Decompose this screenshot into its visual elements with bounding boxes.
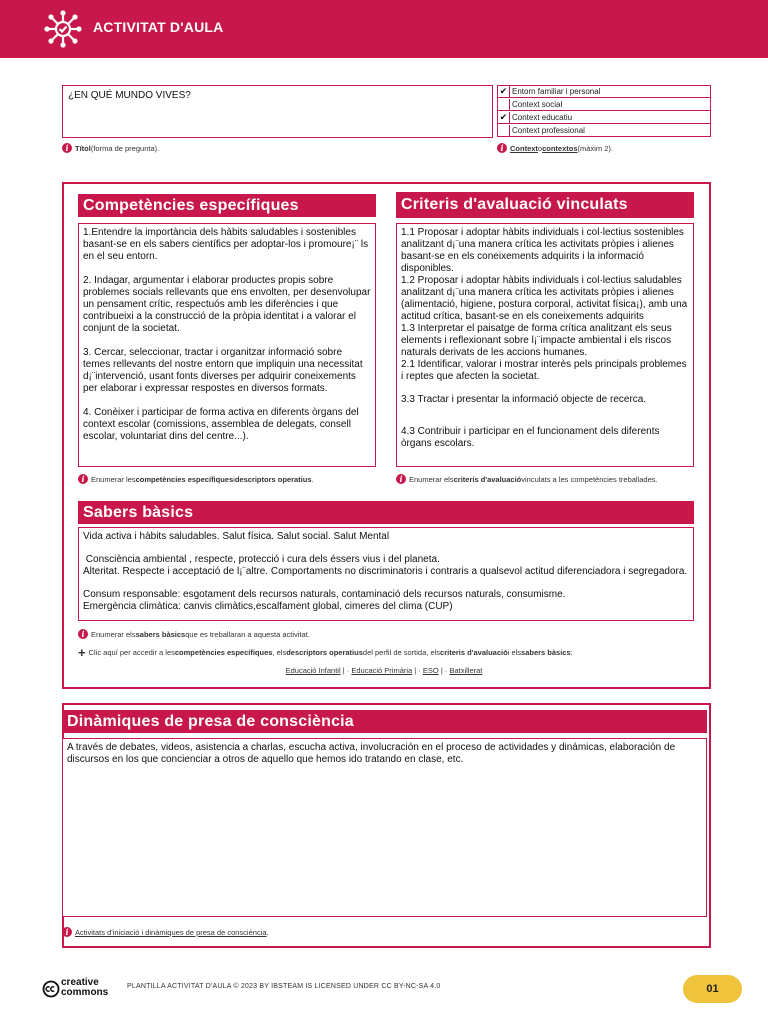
hint-text: : [570, 648, 573, 657]
link-eso[interactable]: ESO [422, 666, 439, 675]
link-separator: | · [412, 666, 423, 675]
stage-links [0, 666, 768, 675]
context-label: Entorn familiar i personal [512, 87, 601, 96]
criterion-item: 1.1 Proposar i adoptar hàbits individuals i col·lectius sostenibles analitzant d¡¨una manera crítica les activitats pròpies i alienes basant-se en els coneixements adquirits i la informació disponibles. [401, 227, 684, 274]
criteria-heading: Criteris d'avaluació vinculats [396, 192, 694, 218]
hint-text: , els [272, 648, 287, 657]
competency-item: 4. Conèixer i participar de forma activa en diferents òrgans del context escolar (comissions, assemblea de delegats, consell escolar, voluntariat dins del centre...). [83, 407, 359, 442]
molecule-logo-icon [42, 9, 84, 49]
context-checkbox[interactable] [498, 99, 510, 110]
link-separator: | · [438, 666, 450, 675]
cc-wordmark-top: creative [61, 977, 99, 988]
title-hint [62, 143, 159, 153]
header-bar [0, 0, 768, 58]
info-icon: i [497, 143, 507, 153]
context-label: Context social [512, 99, 563, 109]
curriculum-access-line [78, 644, 573, 660]
header-title: ACTIVITAT D'AULA [93, 19, 224, 35]
hint-text: Enumerar els [91, 629, 136, 639]
context-option-professional[interactable] [497, 124, 711, 137]
hint-text: que es treballaran a aquesta activitat. [185, 629, 310, 639]
competency-item: 1.Entendre la importància dels hàbits saludables i sostenibles basant-se en els sabers científics per adoptar-los i promoure¡¨ ls en el seu entorn. [83, 227, 369, 262]
competencies-hint [78, 474, 314, 484]
context-option-educatiu[interactable] [497, 111, 711, 124]
hint-bold: sabers bàsics [135, 629, 186, 639]
competency-item: 2. Indagar, argumentar i elaborar productes propis sobre problemes socials rellevants que ens envolten, per desenvolupar un pensament crític, respectuós amb les diferències i que contribueixi a la construcció de la pròpia identitat i a valorar el conjunt de la societat. [83, 275, 371, 334]
cc-icon [42, 980, 60, 998]
info-icon: i [62, 927, 72, 937]
criterion-item: 1.2 Proposar i adoptar hàbits individuals i col·lectius saludables analitzant d¡¨una manera crítica les activitats pròpies i alienes (alimentació, higiene, postura corporal, activitat física¡), amb una actitud crítica, basant-se en els coneixements adquirits [401, 275, 688, 322]
competencies-input[interactable] [78, 223, 376, 467]
criterion-item: 4.3 Contribuir i participar en el funcionament dels diferents òrgans escolars. [401, 426, 660, 449]
dinamiques-heading: Dinàmiques de presa de consciència [62, 710, 707, 733]
sabers-input[interactable] [78, 527, 694, 621]
criterion-item: 2.1 Identificar, valorar i mostrar interès pels principals problemes i reptes que afecten la societat. [401, 359, 687, 382]
dinamiques-link[interactable]: Activitats d'iniciació i dinàmiques de presa de consciència [75, 927, 267, 937]
sabers-hint [78, 629, 310, 639]
hint-text: del perfil de sortida, els [362, 648, 441, 657]
hint-text: Enumerar les [91, 474, 136, 484]
hint-text: i els [507, 648, 522, 657]
info-icon: i [62, 143, 72, 153]
title-hint-bold: Títol [75, 143, 91, 153]
info-icon: i [396, 474, 406, 484]
saber-item: Vida activa i hàbits saludables. Salut física. Salut social. Salut Mental [83, 531, 390, 542]
criteria-hint [396, 474, 658, 484]
hint-text: i [233, 474, 235, 484]
title-hint-text: (forma de pregunta). [90, 143, 160, 153]
criterion-item: 3.3 Tractar i presentar la informació objecte de recerca. [401, 394, 647, 405]
info-icon: i [78, 474, 88, 484]
page-number-badge: 01 [683, 975, 742, 1003]
hint-bold: competències específiques [135, 474, 234, 484]
hint-text: . [311, 474, 314, 484]
hint-text: Enumerar els [409, 474, 454, 484]
context-option-familiar[interactable] [497, 85, 711, 98]
link-primaria[interactable]: Educació Primària [351, 666, 413, 675]
hint-bold: descriptors operatius [234, 474, 312, 484]
hint-text: . [266, 927, 269, 937]
dinamiques-hint [62, 927, 269, 937]
hint-bold: descriptors operatius [286, 648, 363, 657]
contexts-link[interactable]: contextos [542, 143, 578, 153]
license-text: PLANTILLA ACTIVITAT D'AULA © 2023 BY IBSTEAM IS LICENSED UNDER CC BY-NC-SA 4.0 [127, 983, 441, 990]
context-option-social[interactable] [497, 98, 711, 111]
creative-commons-logo [42, 978, 122, 1000]
dinamiques-input[interactable]: A través de debates, videos, asistencia a charlas, escucha activa, involucración en el proceso de actividades y dinámicas, elaboración de discursos en los que concienciar a otros de aquello que hemos ido tratando en clase, etc. [62, 738, 707, 917]
info-icon: i [78, 629, 88, 639]
criterion-item: 1.3 Interpretar el paisatge de forma crítica analitzant els seus elements i reflexionant sobre l¡¨impacte ambiental i els riscos naturals derivats de les accions humanes. [401, 323, 672, 358]
hint-bold: criteris d'avaluació [440, 648, 508, 657]
competencies-heading: Competències específiques [78, 194, 376, 217]
context-label: Context professional [512, 125, 585, 135]
saber-item: Emergència climàtica: canvis climàtics,escalfament global, cimeres del clima (CUP) [83, 601, 453, 612]
context-checklist [497, 85, 711, 137]
context-checkbox[interactable]: ✔ [498, 112, 510, 123]
hint-bold: competències específiques [174, 648, 273, 657]
context-hint-text: (màxim 2). [577, 143, 613, 153]
hint-bold: criteris d'avaluació [453, 474, 522, 484]
link-infantil[interactable]: Educació Infantil [285, 666, 341, 675]
title-input[interactable]: ¿EN QUÉ MUNDO VIVES? [62, 85, 493, 138]
context-checkbox[interactable] [498, 125, 510, 136]
hint-bold: sabers bàsics [521, 648, 571, 657]
link-batxillerat[interactable]: Batxillerat [449, 666, 483, 675]
cc-wordmark-bottom: commons [61, 987, 109, 998]
competency-item: 3. Cercar, seleccionar, tractar i organitzar informació sobre temes rellevants del nostre entorn que impliquin una necessitat d¡¨intervenció, usant fonts diverses per adquirir coneixements per elaborar i expressar respostes en diversos formats. [83, 347, 363, 394]
criteria-input[interactable] [396, 223, 694, 467]
sabers-heading: Sabers bàsics [78, 501, 694, 524]
context-hint [497, 143, 613, 153]
hint-text: vinculats a les competències treballades. [521, 474, 658, 484]
saber-item: Consum responsable: esgotament dels recursos naturals, contaminació dels recursos naturals, consumisme. [83, 589, 566, 600]
saber-item: Alteritat. Respecte i acceptació de l¡¨altre. Comportaments no discriminatoris i contraris a qualsevol actitud diferenciadora i segregadora. [83, 566, 688, 577]
context-label: Context educatiu [512, 112, 573, 122]
context-checkbox[interactable]: ✔ [498, 86, 510, 97]
hint-text: Clic aquí per accedir a les [88, 648, 175, 657]
plus-icon[interactable]: + [78, 644, 86, 660]
context-hint-text: o [537, 143, 543, 153]
saber-item: Consciència ambiental , respecte, protecció i cura dels éssers vius i del planeta. [83, 554, 440, 565]
context-link[interactable]: Context [510, 143, 538, 153]
link-separator: | · [340, 666, 352, 675]
